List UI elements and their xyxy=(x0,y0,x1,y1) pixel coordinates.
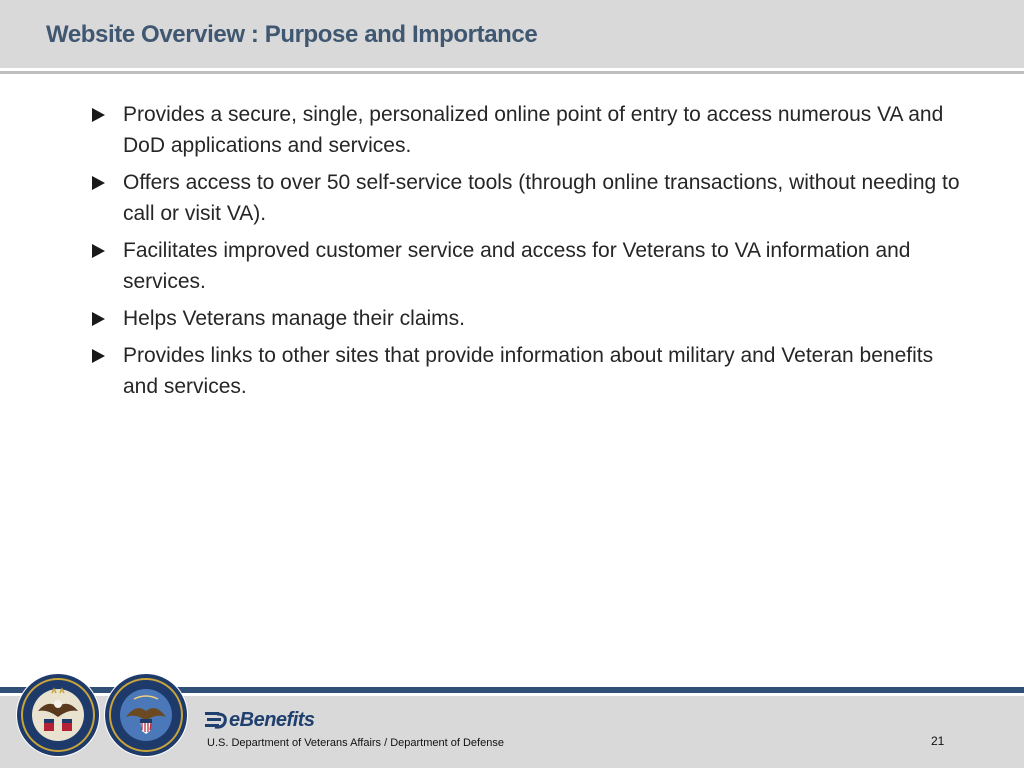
bullet-item xyxy=(90,235,960,297)
ebenefits-mark-icon xyxy=(205,710,227,730)
triangle-bullet-icon xyxy=(92,349,105,363)
dod-seal-icon xyxy=(104,673,188,757)
bullet-item xyxy=(90,340,960,402)
ebenefits-logo-text: eBenefits xyxy=(229,708,315,731)
bullet-text: Helps Veterans manage their claims. xyxy=(123,307,465,330)
bullet-text: Offers access to over 50 self-service tools (through online transactions, without needing to call or visit VA). xyxy=(123,171,960,225)
triangle-bullet-icon xyxy=(92,312,105,326)
triangle-bullet-icon xyxy=(92,108,105,122)
ebenefits-logo xyxy=(205,708,315,732)
bullet-item xyxy=(90,167,960,229)
bullet-item xyxy=(90,303,960,334)
header-divider xyxy=(0,71,1024,74)
slide-header xyxy=(0,0,1024,68)
bullet-text: Provides a secure, single, personalized online point of entry to access numerous VA and DoD applications and services. xyxy=(123,103,944,157)
department-text: U.S. Department of Veterans Affairs / Department of Defense xyxy=(207,737,504,749)
va-seal-icon xyxy=(16,673,100,757)
bullet-item xyxy=(90,99,960,161)
triangle-bullet-icon xyxy=(92,176,105,190)
page-number: 21 xyxy=(931,734,945,748)
bullet-text: Facilitates improved customer service and access for Veterans to VA information and services. xyxy=(123,239,911,293)
slide-title: Website Overview : Purpose and Importance xyxy=(46,21,538,48)
bullet-text: Provides links to other sites that provide information about military and Veteran benefits and services. xyxy=(123,344,934,398)
triangle-bullet-icon xyxy=(92,244,105,258)
bullet-list xyxy=(90,99,960,408)
